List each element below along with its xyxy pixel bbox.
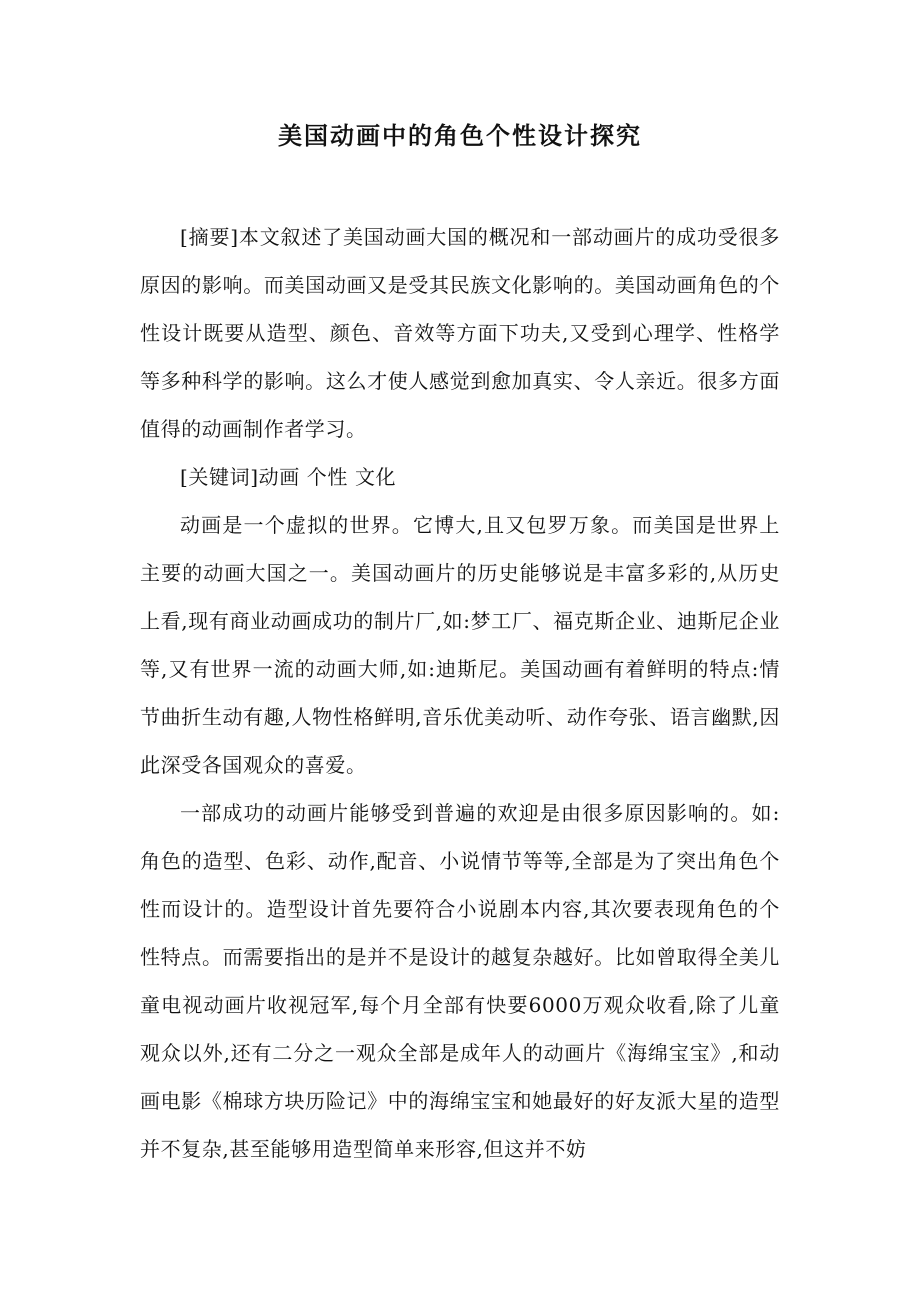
- abstract-paragraph: [摘要]本文叙述了美国动画大国的概况和一部动画片的成功受很多原因的影响。而美国动画又是受其民族文化影响的。美国动画角色的个性设计既要从造型、颜色、音效等方面下功夫,又受到心理学、性格学等多种科学的影响。这么才使人感觉到愈加真实、令人亲近。很多方面值得的动画制作者学习。: [140, 225, 780, 441]
- document-title: 美国动画中的角色个性设计探究: [278, 121, 642, 150]
- keywords-label: [关键词]: [180, 465, 259, 489]
- body-paragraph: 动画是一个虚拟的世界。它博大,且又包罗万象。而美国是世界上主要的动画大国之一。美国动画片的历史能够说是丰富多彩的,从历史上看,现有商业动画成功的制片厂,如:梦工厂、福克斯企业、迪斯尼企业等,又有世界一流的动画大师,如:迪斯尼。美国动画有着鲜明的特点:情节曲折生动有趣,人物性格鲜明,音乐优美动听、动作夸张、语言幽默,因此深受各国观众的喜爱。: [140, 513, 780, 777]
- keyword-item: 动画: [258, 465, 300, 489]
- document-body: [140, 213, 780, 1173]
- keyword-item: 文化: [354, 465, 397, 489]
- keywords-line: [140, 453, 780, 501]
- body-paragraph: 一部成功的动画片能够受到普遍的欢迎是由很多原因影响的。如:角色的造型、色彩、动作,配音、小说情节等等,全部是为了突出角色个性而设计的。造型设计首先要符合小说剧本内容,其次要表现角色的个性特点。而需要指出的是并不是设计的越复杂越好。比如曾取得全美儿童电视动画片收视冠军,每个月全部有快要6000万观众收看,除了儿童观众以外,还有二分之一观众全部是成年人的动画片《海绵宝宝》,和动画电影《棉球方块历险记》中的海绵宝宝和她最好的好友派大星的造型并不复杂,甚至能够用造型简单来形容,但这并不妨: [140, 801, 780, 1161]
- keyword-item: 个性: [306, 465, 348, 489]
